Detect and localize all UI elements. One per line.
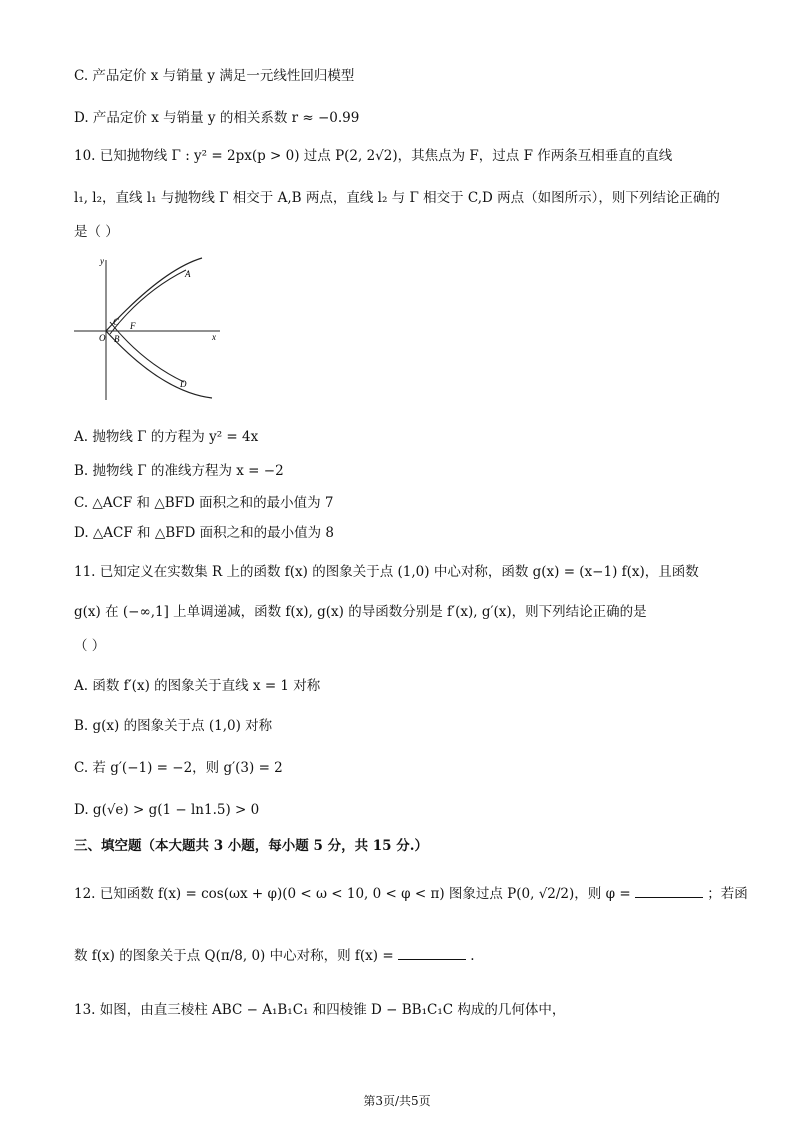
- q10-option-b: B. 抛物线 Γ 的准线方程为 x = −2: [74, 463, 284, 479]
- fig-label-y: y: [100, 256, 104, 266]
- q12-line1-tail: ；若函: [707, 886, 748, 902]
- q10-option-a: A. 抛物线 Γ 的方程为 y² = 4x: [74, 429, 259, 445]
- fig-label-f: F: [130, 321, 136, 331]
- fig-label-d: D: [180, 379, 187, 389]
- section-3-heading: 三、填空题（本大题共 3 小题，每小题 5 分，共 15 分.）: [74, 838, 428, 854]
- parabola-figure: [72, 252, 232, 402]
- q9-option-c: C. 产品定价 x 与销量 y 满足一元线性回归模型: [74, 68, 355, 84]
- q12-line2-text: 数 f(x) 的图象关于点 Q(π/8, 0) 中心对称，则 f(x) =: [74, 948, 394, 964]
- q9-option-d: D. 产品定价 x 与销量 y 的相关系数 r ≈ −0.99: [74, 110, 360, 126]
- fig-label-o: O: [99, 333, 106, 343]
- q11-option-a: A. 函数 f′(x) 的图象关于直线 x = 1 对称: [74, 678, 321, 694]
- q10-stem-line3: 是（ ）: [74, 224, 119, 240]
- q11-stem-line1: 11. 已知定义在实数集 R 上的函数 f(x) 的图象关于点 (1,0) 中心对称，函数 g(x) = (x−1) f(x)，且函数: [74, 564, 699, 580]
- q12-line1: [74, 884, 748, 904]
- fig-label-x: x: [212, 332, 216, 342]
- fig-label-c: C: [113, 317, 120, 327]
- q10-stem-line1: 10. 已知抛物线 Γ : y² = 2px(p > 0) 过点 P(2, 2√2)，其焦点为 F，过点 F 作两条互相垂直的直线: [74, 148, 673, 164]
- page-footer: 第3页/共5页: [363, 1094, 431, 1108]
- q11-stem-line3: （ ）: [74, 638, 106, 654]
- fig-label-b: B: [114, 334, 120, 344]
- fig-label-a: A: [185, 269, 191, 279]
- q10-stem-line2: l₁, l₂，直线 l₁ 与抛物线 Γ 相交于 A,B 两点，直线 l₂ 与 Γ 相交于 C,D 两点（如图所示），则下列结论正确的: [74, 190, 720, 206]
- q12-line2-tail: .: [470, 948, 475, 964]
- q12-line1-text: 12. 已知函数 f(x) = cos(ωx + φ)(0 < ω < 10, 0 < φ < π) 图象过点 P(0, √2/2)，则 φ =: [74, 886, 631, 902]
- q12-line2: [74, 946, 475, 966]
- q11-stem-line2: g(x) 在 (−∞,1] 上单调递减，函数 f(x), g(x) 的导函数分别是 f′(x), g′(x)，则下列结论正确的是: [74, 604, 647, 620]
- q11-option-b: B. g(x) 的图象关于点 (1,0) 对称: [74, 718, 273, 734]
- q10-option-c: C. △ACF 和 △BFD 面积之和的最小值为 7: [74, 495, 334, 511]
- q11-option-d: D. g(√e) > g(1 − ln1.5) > 0: [74, 802, 260, 818]
- q13-stem-line1: 13. 如图，由直三棱柱 ABC − A₁B₁C₁ 和四棱锥 D − BB₁C₁C 构成的几何体中，: [74, 1002, 566, 1018]
- q12-blank-fx[interactable]: [398, 947, 466, 960]
- q10-option-d: D. △ACF 和 △BFD 面积之和的最小值为 8: [74, 525, 334, 541]
- q11-option-c: C. 若 g′(−1) = −2，则 g′(3) = 2: [74, 760, 283, 776]
- q12-blank-phi[interactable]: [635, 885, 703, 898]
